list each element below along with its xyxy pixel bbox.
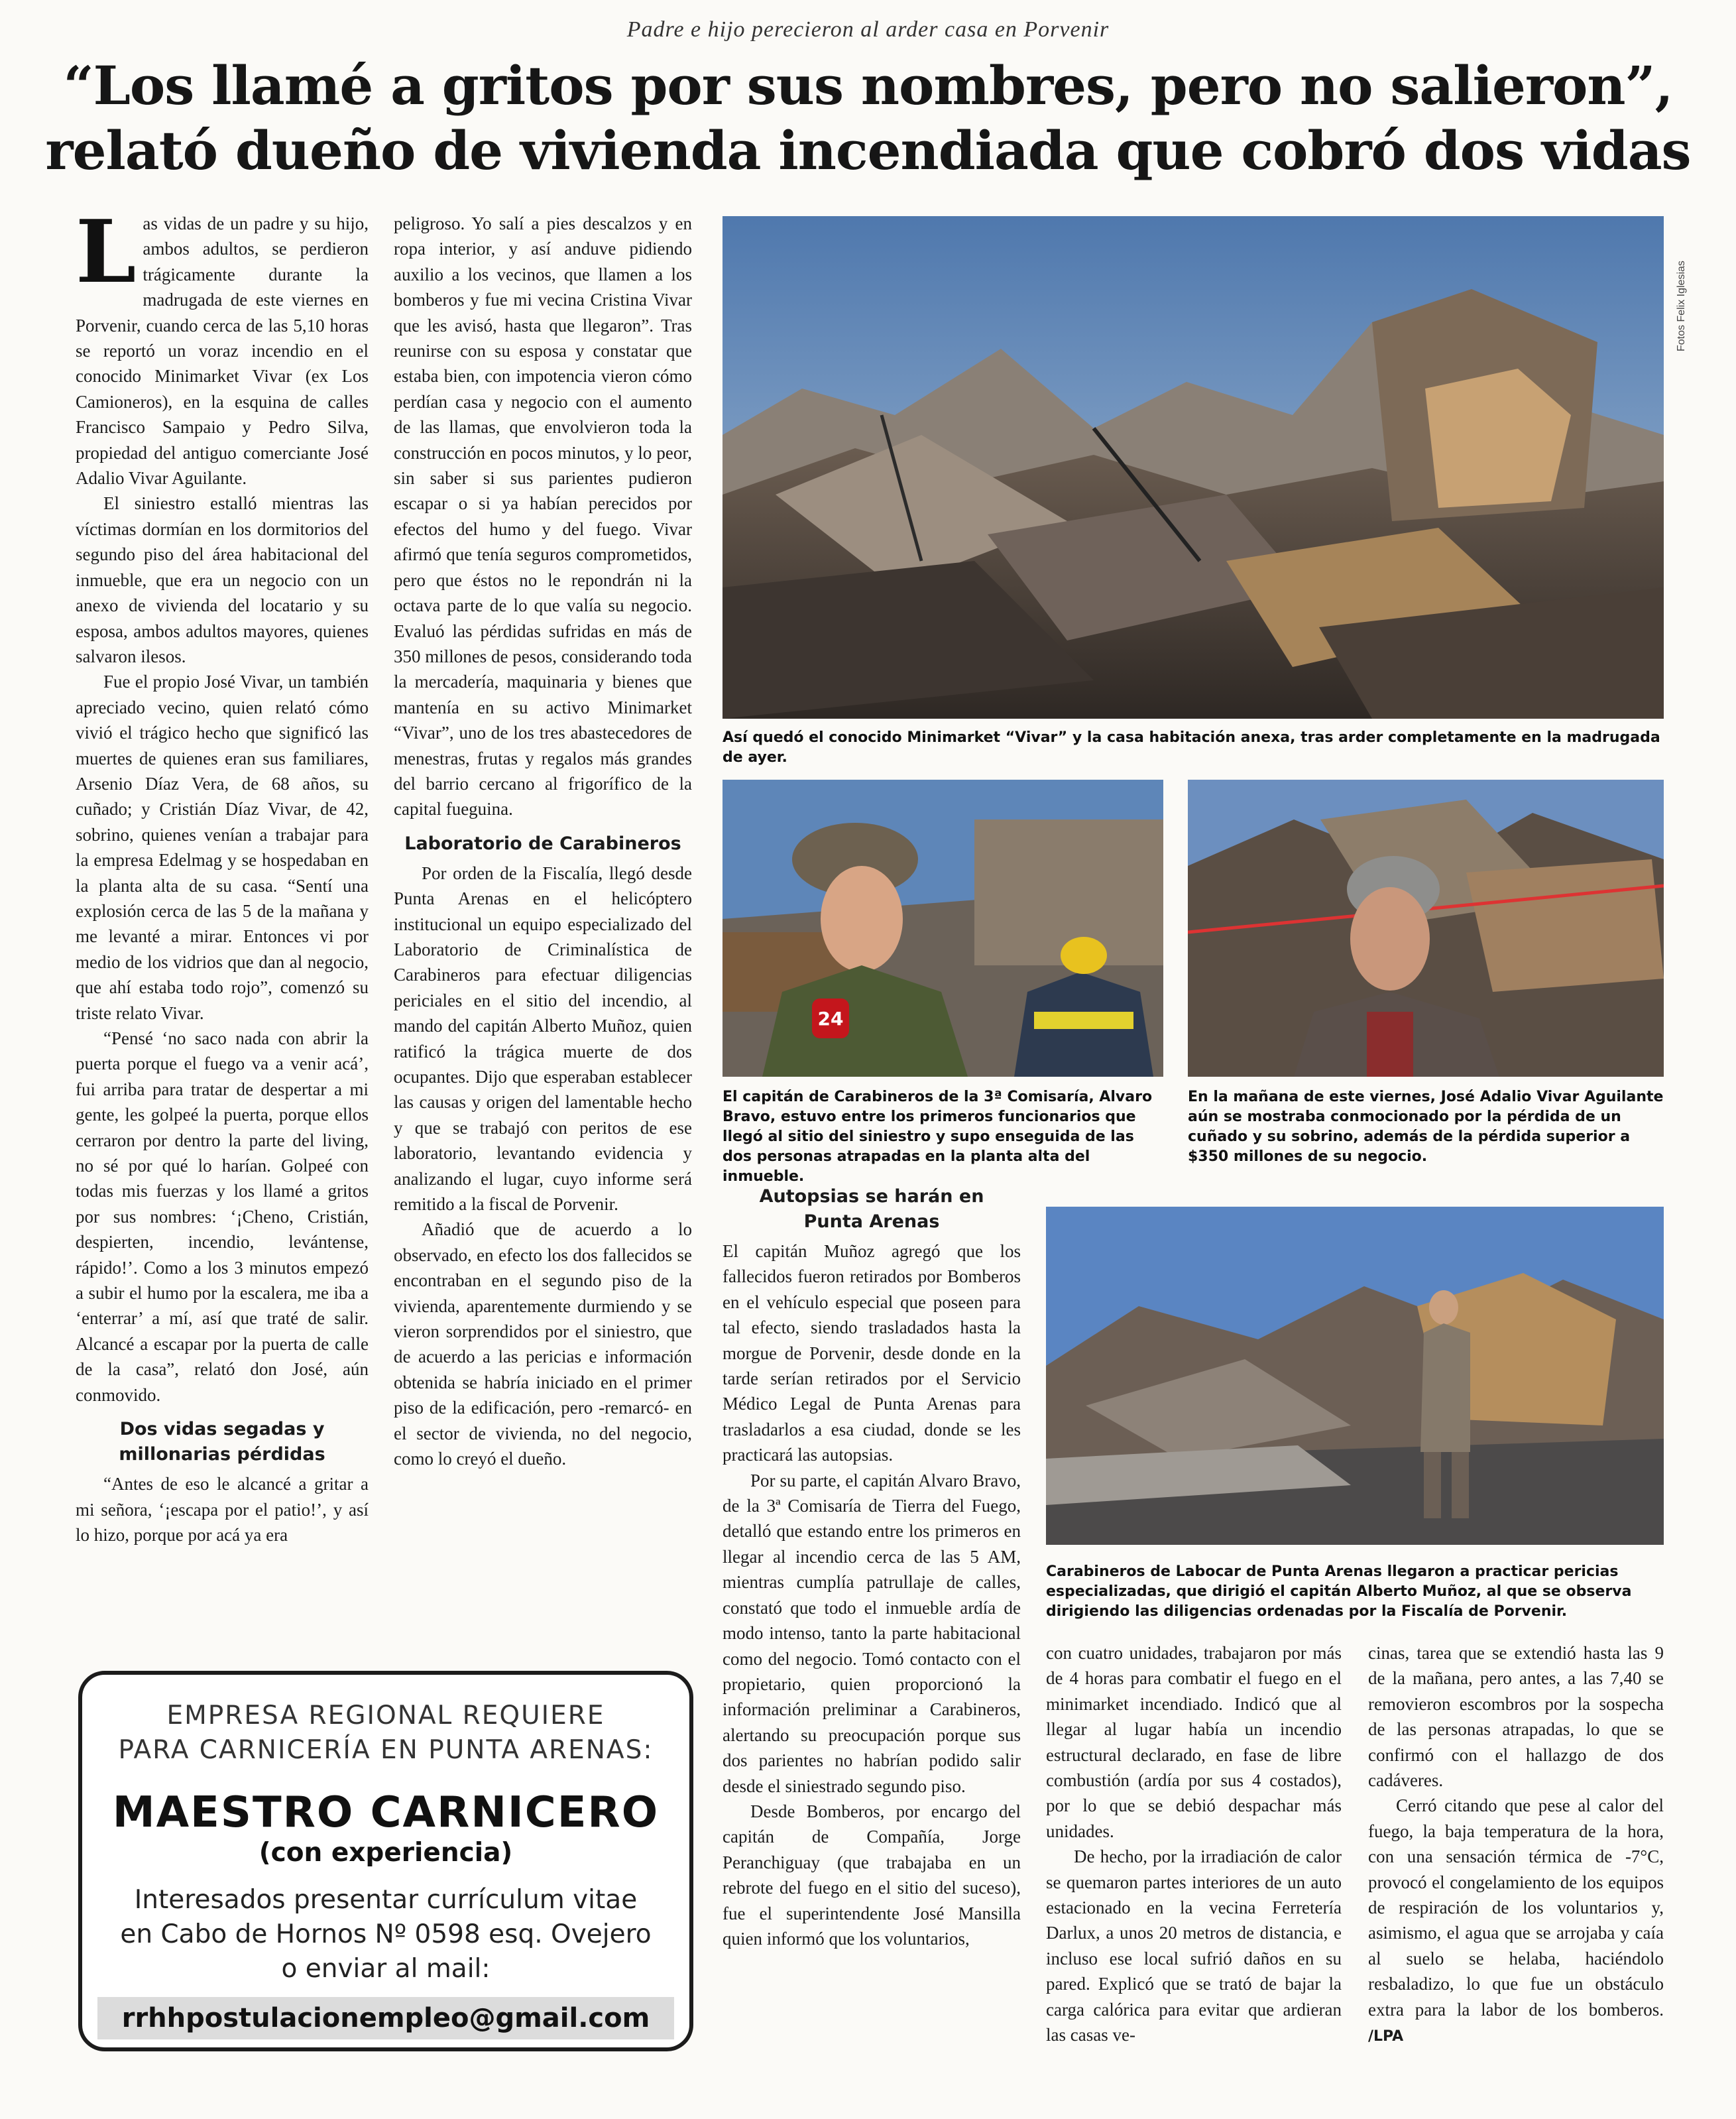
ad-email-link[interactable]: rrhhpostulacionempleo@gmail.com xyxy=(97,1997,674,2039)
column-4 xyxy=(1046,1640,1342,2048)
ad-body-1: Interesados presentar currículum vitae xyxy=(134,1885,638,1915)
signature: /LPA xyxy=(1368,2028,1404,2045)
subhead-dos-vidas: Dos vidas segadas y millonarias pérdidas xyxy=(119,1419,325,1465)
headline xyxy=(40,53,1696,183)
dropcap: L xyxy=(76,201,137,302)
photo-officer xyxy=(723,780,1163,1077)
paragraph: cinas, tarea que se extendió hasta las 9 de la mañana, pero antes, a las 7,40 se removieron escombros por la sospecha de las personas atrapadas, lo que se confirmó con el hallazgo de dos cadáveres. xyxy=(1368,1643,1664,1791)
kicker: Padre e hijo perecieron al arder casa en Porvenir xyxy=(626,17,1110,42)
paragraph: De hecho, por la irradiación de calor se quemaron partes interiores de un auto estacionado en la vecina Ferretería Darlux, a unos 20 metros de distancia, e incluso ese local sufrió daños en su pared. Explicó que se trató de bajar la carga calórica para evitar que ardieran las casas ve- xyxy=(1046,1847,1342,2045)
job-ad xyxy=(78,1671,693,2051)
caption-officer: El capitán de Carabineros de la 3ª Comisaría, Alvaro Bravo, estuvo entre los primeros funcionarios que llegó al sitio del siniestro y supo enseguida de las dos personas atrapadas en la planta alta del inmueble. xyxy=(723,1089,1153,1185)
ad-title: MAESTRO CARNICERO xyxy=(112,1788,660,1837)
paragraph: “Antes de eso le alcancé a gritar a mi señora, ‘¡escapa por el patio!’, y así lo hizo, porque por acá ya era xyxy=(76,1474,369,1545)
caption-labocar: Carabineros de Labocar de Punta Arenas llegaron a practicar pericias especializadas, que dirigió el capitán Alberto Muñoz, al que se observa dirigiendo las diligencias ordenadas por la Fiscalía de Porvenir. xyxy=(1046,1563,1632,1620)
subhead-autopsias: Autopsias se harán en Punta Arenas xyxy=(759,1186,984,1232)
photo-main-ruins xyxy=(723,216,1664,719)
ad-line-1: EMPRESA REGIONAL REQUIERE xyxy=(166,1701,605,1730)
paragraph: El siniestro estalló mientras las víctimas dormían en los dormitorios del segundo piso del área habitacional del inmueble, que era un negocio con un anexo de vivienda del locatario y su esposa, ambos adultos mayores, quienes salvaron ilesos. xyxy=(76,493,369,666)
photo-credit: Fotos Felix Iglesias xyxy=(1676,261,1687,351)
paragraph: Desde Bomberos, por encargo del capitán de Compañía, Jorge Peranchiguay (que trabajaba en un rebrote del fuego en el sitio del suceso), fue el superintendente José Mansilla quien informó que los voluntarios, xyxy=(723,1801,1021,1949)
caption-main: Así quedó el conocido Minimarket “Vivar” y la casa habitación anexa, tras arder completamente en la madrugada de ayer. xyxy=(723,729,1660,766)
ad-body-2: en Cabo de Hornos Nº 0598 esq. Ovejero xyxy=(120,1919,652,1949)
paragraph: Fue el propio José Vivar, un también apreciado vecino, quien relató cómo vivió el trágico hecho que significó las muertes de quienes eran sus familiares, Arsenio Díaz Vera, de 68 años, su cuñado; y Cristián Díaz Vivar, de 42, sobrino, quienes venían a trabajar para la empresa Edelmag y se hospedaban en la planta alta de su casa. “Sentí una explosión cerca de las 5 de la mañana y me levanté a mirar. Entonces vi por medio de los vidrios que dan al negocio, que ahí estaba todo rojo”, comenzó su triste relato Vivar. xyxy=(76,672,369,1023)
paragraph: peligroso. Yo salí a pies descalzos y en ropa interior, y así anduve pidiendo auxilio a los vecinos, que llamen a los bomberos y fue mi vecina Cristina Vivar que les avisó, hasta que llegaron”. Tras reunirse con su esposa y constatar que estaba bien, con impotencia vieron cómo perdían casa y negocio con el aumento de las llamas, que envolvieron toda la construcción en pocos minutos, y lo peor, sin saber si sus parientes pudieron escapar o si ya habían perecidos por efectos del humo y del fuego. Vivar afirmó que tenía seguros comprometidos, pero que éstos no le repondrán ni la octava parte de lo que valía su negocio. Evaluó las pérdidas sufridas en más de 350 millones de pesos, considerando toda la mercadería, maquinaria y bienes que mantenía en su activo Minimarket “Vivar”, uno de los tres abastecedores de menestras, frutas y regalos más grandes del barrio cercano al frigorífico de la capital fueguina. xyxy=(394,213,692,819)
caption-owner: En la mañana de este viernes, José Adalio Vivar Aguilante aún se mostraba conmocionado por la pérdida de un cuñado y su sobrino, además de la pérdida superior a $350 millones de su negocio. xyxy=(1188,1089,1664,1165)
paragraph: Añadió que de acuerdo a lo observado, en efecto los dos fallecidos se encontraban en el segundo piso de la vivienda, aparentemente durmiendo y se vieron sorprendidos por el siniestro, que de acuerdo a las pericias e información obtenida se habría iniciado en el primer piso de la edificación, pero -remarcó- en el sector de vivienda, no del negocio, como lo creyó el dueño. xyxy=(394,1219,692,1469)
photo-owner xyxy=(1188,780,1664,1077)
ad-line-2: PARA CARNICERÍA EN PUNTA ARENAS: xyxy=(118,1735,654,1765)
paragraph: Cerró citando que pese al calor del fuego, la baja temperatura de la hora, con una sensación térmica de -7°C, provocó el congelamiento de los equipos de respiración de los voluntarios y, asimismo, el agua que se arrojaba y caía al suelo se helaba, haciéndolo resbaladizo, lo que fue un obstáculo extra para la labor de los bomberos. /LPA xyxy=(1368,1795,1664,2045)
paragraph: Por su parte, el capitán Alvaro Bravo, de la 3ª Comisaría de Tierra del Fuego, detalló que estando entre los primeros en llegar al incendio cerca de las 5 AM, mientras cumplía patrullaje de calles, constató que todo el inmueble ardía de modo intenso, tanto la parte habitacional como del negocio. Tomó contacto con el propietario, quien proporcionó la información preliminar a Carabineros, alertando su preocupación porque sus dos parientes no habrían podido salir desde el siniestrado segundo piso. xyxy=(723,1470,1021,1796)
subhead-laboratorio: Laboratorio de Carabineros xyxy=(404,833,681,854)
paragraph: “Pensé ‘no saco nada con abrir la puerta porque el fuego va a venir acá’, fui arriba para tratar de despertar a mi gente, les golpeé la puerta, porque ellos cerraron por dentro la parte del living, no sé por qué lo harían. Golpeé con todas mis fuerzas y los llamé a gritos por sus nombres: ‘¡Cheno, Cristián, despierten, incendio, levántense, rápido!’. Como a los 3 minutos empezó a subir el humo por la escalera, me iba a ‘enterrar’ a mí, así que traté de salir. Alcancé a escapar por la puerta de calle de la casa”, relató don José, aún conmovido. xyxy=(76,1028,369,1405)
paragraph: El capitán Muñoz agregó que los fallecidos fueron retirados por Bomberos en el vehículo especial que poseen para tal efecto, siendo trasladados hasta la morgue de Porvenir, desde donde en la tarde serían retirados por el Servicio Médico Legal de Punta Arenas para trasladarlos a esa ciudad, donde se les practicará las autopsias. xyxy=(723,1241,1021,1465)
ad-subtitle: (con experiencia) xyxy=(259,1838,513,1868)
headline-line-1: “Los llamé a gritos por sus nombres, pero no salieron”, xyxy=(63,54,1673,117)
paragraph: con cuatro unidades, trabajaron por más de 4 horas para combatir el fuego en el minimarket incendiado. Indicó que al llegar al lugar había un incendio estructural declarado, en fase de libre combustión (ardía por sus 4 costados), por lo que se debió despachar más unidades. xyxy=(1046,1643,1342,1841)
column-3 xyxy=(723,1184,1021,1951)
column-2 xyxy=(394,211,692,1472)
ad-body-3: o enviar al mail: xyxy=(281,1954,491,1984)
mic-label: 24 xyxy=(817,1008,844,1030)
column-1 xyxy=(76,201,369,1547)
paragraph: Las vidas de un padre y su hijo, ambos adultos, se perdieron trágicamente durante la madrugada de este viernes en Porvenir, cuando cerca de las 5,10 horas se reportó un voraz incendio en el conocido Minimarket Vivar (ex Los Camioneros), en la esquina de calles Francisco Sampaio y Pedro Silva, propiedad del antiguo comerciante José Adalio Vivar Aguilante. xyxy=(76,201,369,489)
column-5 xyxy=(1368,1640,1664,2050)
paragraph: Por orden de la Fiscalía, llegó desde Punta Arenas en el helicóptero institucional un equipo especializado del Laboratorio de Criminalística de Carabineros para efectuar diligencias periciales en el sitio del incendio, al mando del capitán Alberto Muñoz, quien ratificó la trágica muerte de dos ocupantes. Dijo que esperaban establecer las causas y origen del lamentable hecho y que se trabajó con peritos de ese laboratorio, levantando evidencia y analizando el lugar, cuyo informe será remitido a la fiscal de Porvenir. xyxy=(394,863,692,1215)
photo-labocar xyxy=(1046,1207,1664,1545)
headline-line-2: relató dueño de vivienda incendiada que cobró dos vidas xyxy=(45,119,1691,182)
